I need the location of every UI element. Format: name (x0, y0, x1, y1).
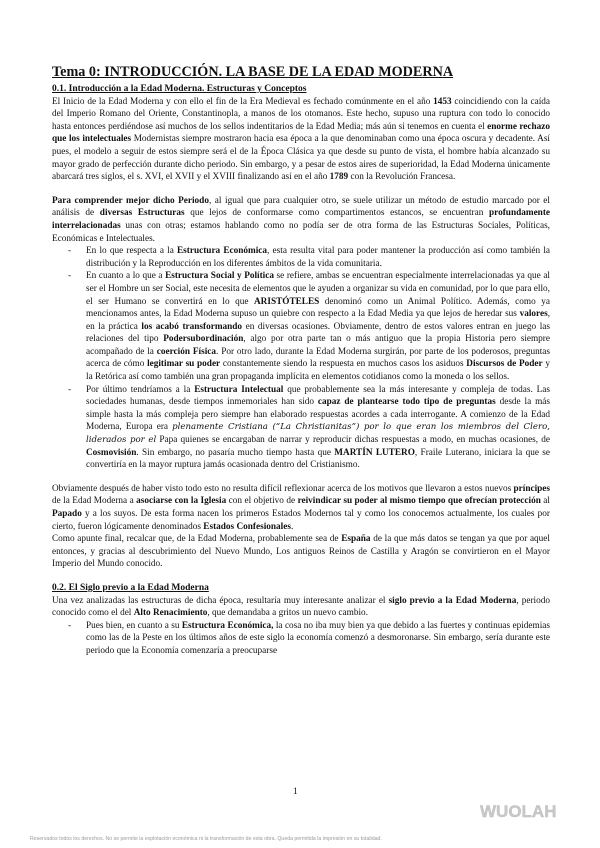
list-item-economic-structure: - En lo que respecta a la Estructura Económica, esta resulta vital para poder mantener la producción así como también la distribución y la Reproducción en los diferentes ámbitos de la vida comunitaria. (86, 245, 550, 270)
wuolah-watermark-logo (480, 800, 570, 822)
paragraph-previous-century: Una vez analizadas las estructuras de dicha época, resultaría muy interesante analizar el siglo previo a la Edad Moderna, periodo conocido como el del Alto Renacimiento, que demandaba a gritos un nuevo cambio. (52, 595, 550, 619)
list-item-previous-economic-structure: - Pues bien, en cuanto a su Estructura Económica, la cosa no iba muy bien ya que debido a las fuertes y continuas epidemias como las de la Peste en los últimos años de este siglo la economía comenzó a desmoronarse. Sin embargo, sería durante este periodo que la Economía comenzaría a preocuparse (86, 620, 550, 658)
section-heading-0-1: 0.1. Introducción a la Edad Moderna. Estructuras y Conceptos (52, 84, 307, 94)
document-title: Tema 0: INTRODUCCIÓN. LA BASE DE LA EDAD MODERNA (52, 64, 454, 80)
structures-list (52, 245, 550, 472)
list-item-intellectual-structure: - Por último tendríamos a la Estructura Intelectual que probablemente sea la más interesante y compleja de todas. Las sociedades humanas, desde tiempos inmemoriales han sido capaz de plantearse todo tipo de preguntas desde la más simple hasta la más compleja pero siempre han elaborado respuestas acordes a cada interrogante. A comienzo de la Edad Moderna, Europa era plenamente Cristiana (“La Christianitas”) por lo que eran los miembros del Clero, liderados por el Papa quienes se encargaban de narrar y reproducir dichas respuestas a modo, en muchas ocasiones, de Cosmovisión. Sin embargo, no pasaría mucho tiempo hasta que MARTÍN LUTERO, Fraile Luterano, iniciara la que se convertiría en la mayor ruptura jamás ocasionada dentro del Cristianismo. (86, 384, 550, 472)
paragraph-confessional-states: Obviamente después de haber visto todo esto no resulta difícil reflexionar acerca de los motivos que llevaron a estos nuevos príncipes de la Edad Moderna a asociarse con la Iglesia con el objetivo de reivindicar su poder al mismo tiempo que ofrecían protección al Papado y a los suyos. De esta forma nacen los primeros Estados Modernos tal y como los conocemos actualmente, los cuales por cierto, fueron lógicamente denominados Estados Confesionales. (52, 483, 550, 532)
section-heading-0-2: 0.2. El Siglo previo a la Edad Moderna (52, 582, 209, 593)
paragraph-structures: Para comprender mejor dicho Periodo, al igual que para cualquier otro, se suele utilizar un método de estudio marcado por el análisis de diversas Estructuras que lejos de conformarse como compartimentos estancos, se encuentran profundamente interrelacionadas unas con otras; estamos hablando como no podía ser de otra forma de las Estructuras Sociales, Políticas, Económicas e Intelectuales. (52, 195, 551, 244)
footer-rights-notice: Reservados todos los derechos. No se permite la explotación económica ni la transformación de esta obra. Queda permitida la impresión en su totalidad. (30, 836, 382, 842)
previous-century-list (52, 620, 550, 658)
paragraph-spain: Como apunte final, recalcar que, de la Edad Moderna, probablemente sea de España de la que más datos se tengan ya que por aquel entonces, y gracias al descubrimiento del Nuevo Mundo, Los antiguos Reinos de Castilla y Aragón se convirtieron en el Mayor Imperio del Mundo conocido. (52, 534, 550, 570)
list-item-social-political-structure: - En cuanto a lo que a Estructura Social y Política se refiere, ambas se encuentran especialmente interrelacionadas ya que al ser el Hombre un ser Social, este necesita de elementos que le ayuden a organizar su vida en comunidad, por lo que para ello, el ser Humano se convertirá en lo que ARISTÓTELES denominó como un Animal Político. Además, como ya mencionamos antes, la Edad Moderna supuso un quiebre con respecto a la Edad Media ya que lejos de heredar sus valores, en la práctica los acabó transformando en diversas ocasiones. Obviamente, dentro de estos valores entran en juego las relaciones del tipo Podersubordinación, algo por otra parte tan o más antiguo que la propia Historia pero siempre acompañado de la coerción Física. Por otro lado, durante la Edad Moderna surgirán, por parte de los poderosos, preguntas acerca de cómo legitimar su poder constantemente siendo la respuesta en muchos casos los asiduos Discursos de Poder y la Retórica así como también una gran propaganda implícita en elementos cotidianos como la moneda o los sellos. (86, 270, 550, 383)
paragraph-intro: El Inicio de la Edad Moderna y con ello el fin de la Era Medieval es fechado comúnmente en el año 1453 coincidiendo con la caída del Imperio Romano del Oriente, Constantinopla, a manos de los otomanos. Este hecho, supuso una ruptura con todo lo conocido hasta entonces perdiéndose así muchos de los sellos indentitarios de la Edad Media; más aún si tenemos en cuenta el enorme rechazo que los intelectuales Modernistas siempre mostraron hacia esa época a la que denominaban como una época oscura y decadente. Así pues, el modelo a seguir de estos siempre será el de la Época Clásica ya que desde su punto de vista, el hombre había alcanzado su mayor grado de perfección durante dicho periodo. Sin embargo, y a pesar de estos aires de superioridad, la Edad Moderna únicamente abarcará tres siglos, el s. XVI, el XVII y el XVIII finalizando así en el año 1789 con la Revolución Francesa. (52, 96, 550, 183)
watermark-text: WUOLAH (480, 802, 557, 821)
page-number: 1 (293, 787, 298, 797)
page-content (52, 64, 550, 658)
